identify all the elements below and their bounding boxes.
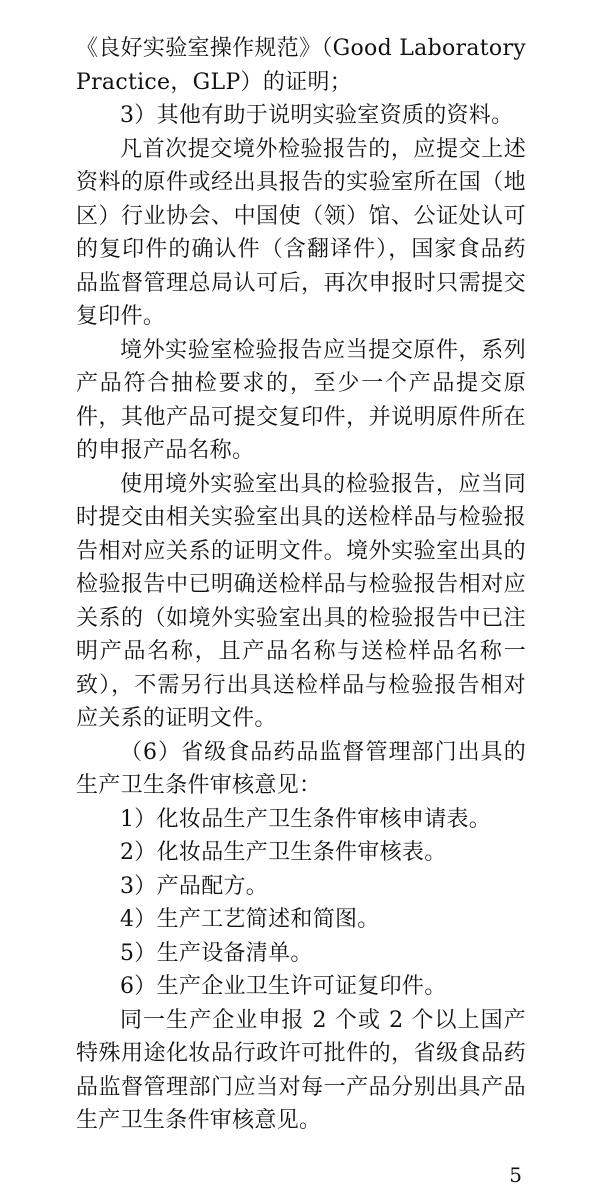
page-number: 5 [509, 1163, 522, 1187]
list-item-6: 6）生产企业卫生许可证复印件。 [120, 974, 447, 999]
paragraph-section-6: （6）省级食品药品监督管理部门出具的生产卫生条件审核意见： [76, 739, 526, 798]
paragraph-item-3-other-materials: 3）其他有助于说明实验室资质的资料。 [120, 103, 514, 128]
document-body [76, 32, 526, 1138]
list-item-3: 3）产品配方。 [120, 873, 269, 899]
list-item-4: 4）生产工艺简述和简图。 [120, 907, 380, 932]
list-item-1: 1）化妆品生产卫生条件审核申请表。 [120, 806, 492, 832]
paragraph-first-submission: 凡首次提交境外检验报告的，应提交上述资料的原件或经出具报告的实验室所在国（地区）行业协会、中国使（领）馆、公证处认可的复印件的确认件（含翻译件），国家食品药品监督管理总局认可后，再次申报时只需提交复印件。 [76, 136, 526, 329]
paragraph-glp-continuation: 《良好实验室操作规范》（Good Laboratory Practice，GLP）的证明； [76, 36, 526, 95]
list-item-2: 2）化妆品生产卫生条件审核表。 [120, 840, 447, 865]
paragraph-foreign-lab-report: 使用境外实验室出具的检验报告，应当同时提交由相关实验室出具的送检样品与检验报告相对应关系的证明文件。境外实验室出具的检验报告中已明确送检样品与检验报告相对应关系的（如境外实验室出具的检验报告中已注明产品名称，且产品名称与送检样品名称一致），不需另行出具送检样品与检验报告相对应关系的证明文件。 [76, 471, 526, 731]
paragraph-original-report: 境外实验室检验报告应当提交原件，系列产品符合抽检要求的，至少一个产品提交原件，其他产品可提交复印件，并说明原件所在的申报产品名称。 [76, 337, 526, 463]
paragraph-same-enterprise: 同一生产企业申报 2 个或 2 个以上国产特殊用途化妆品行政许可批件的，省级食品药品监督管理部门应当对每一产品分别出具产品生产卫生条件审核意见。 [76, 1007, 526, 1133]
list-item-5: 5）生产设备清单。 [120, 940, 313, 966]
